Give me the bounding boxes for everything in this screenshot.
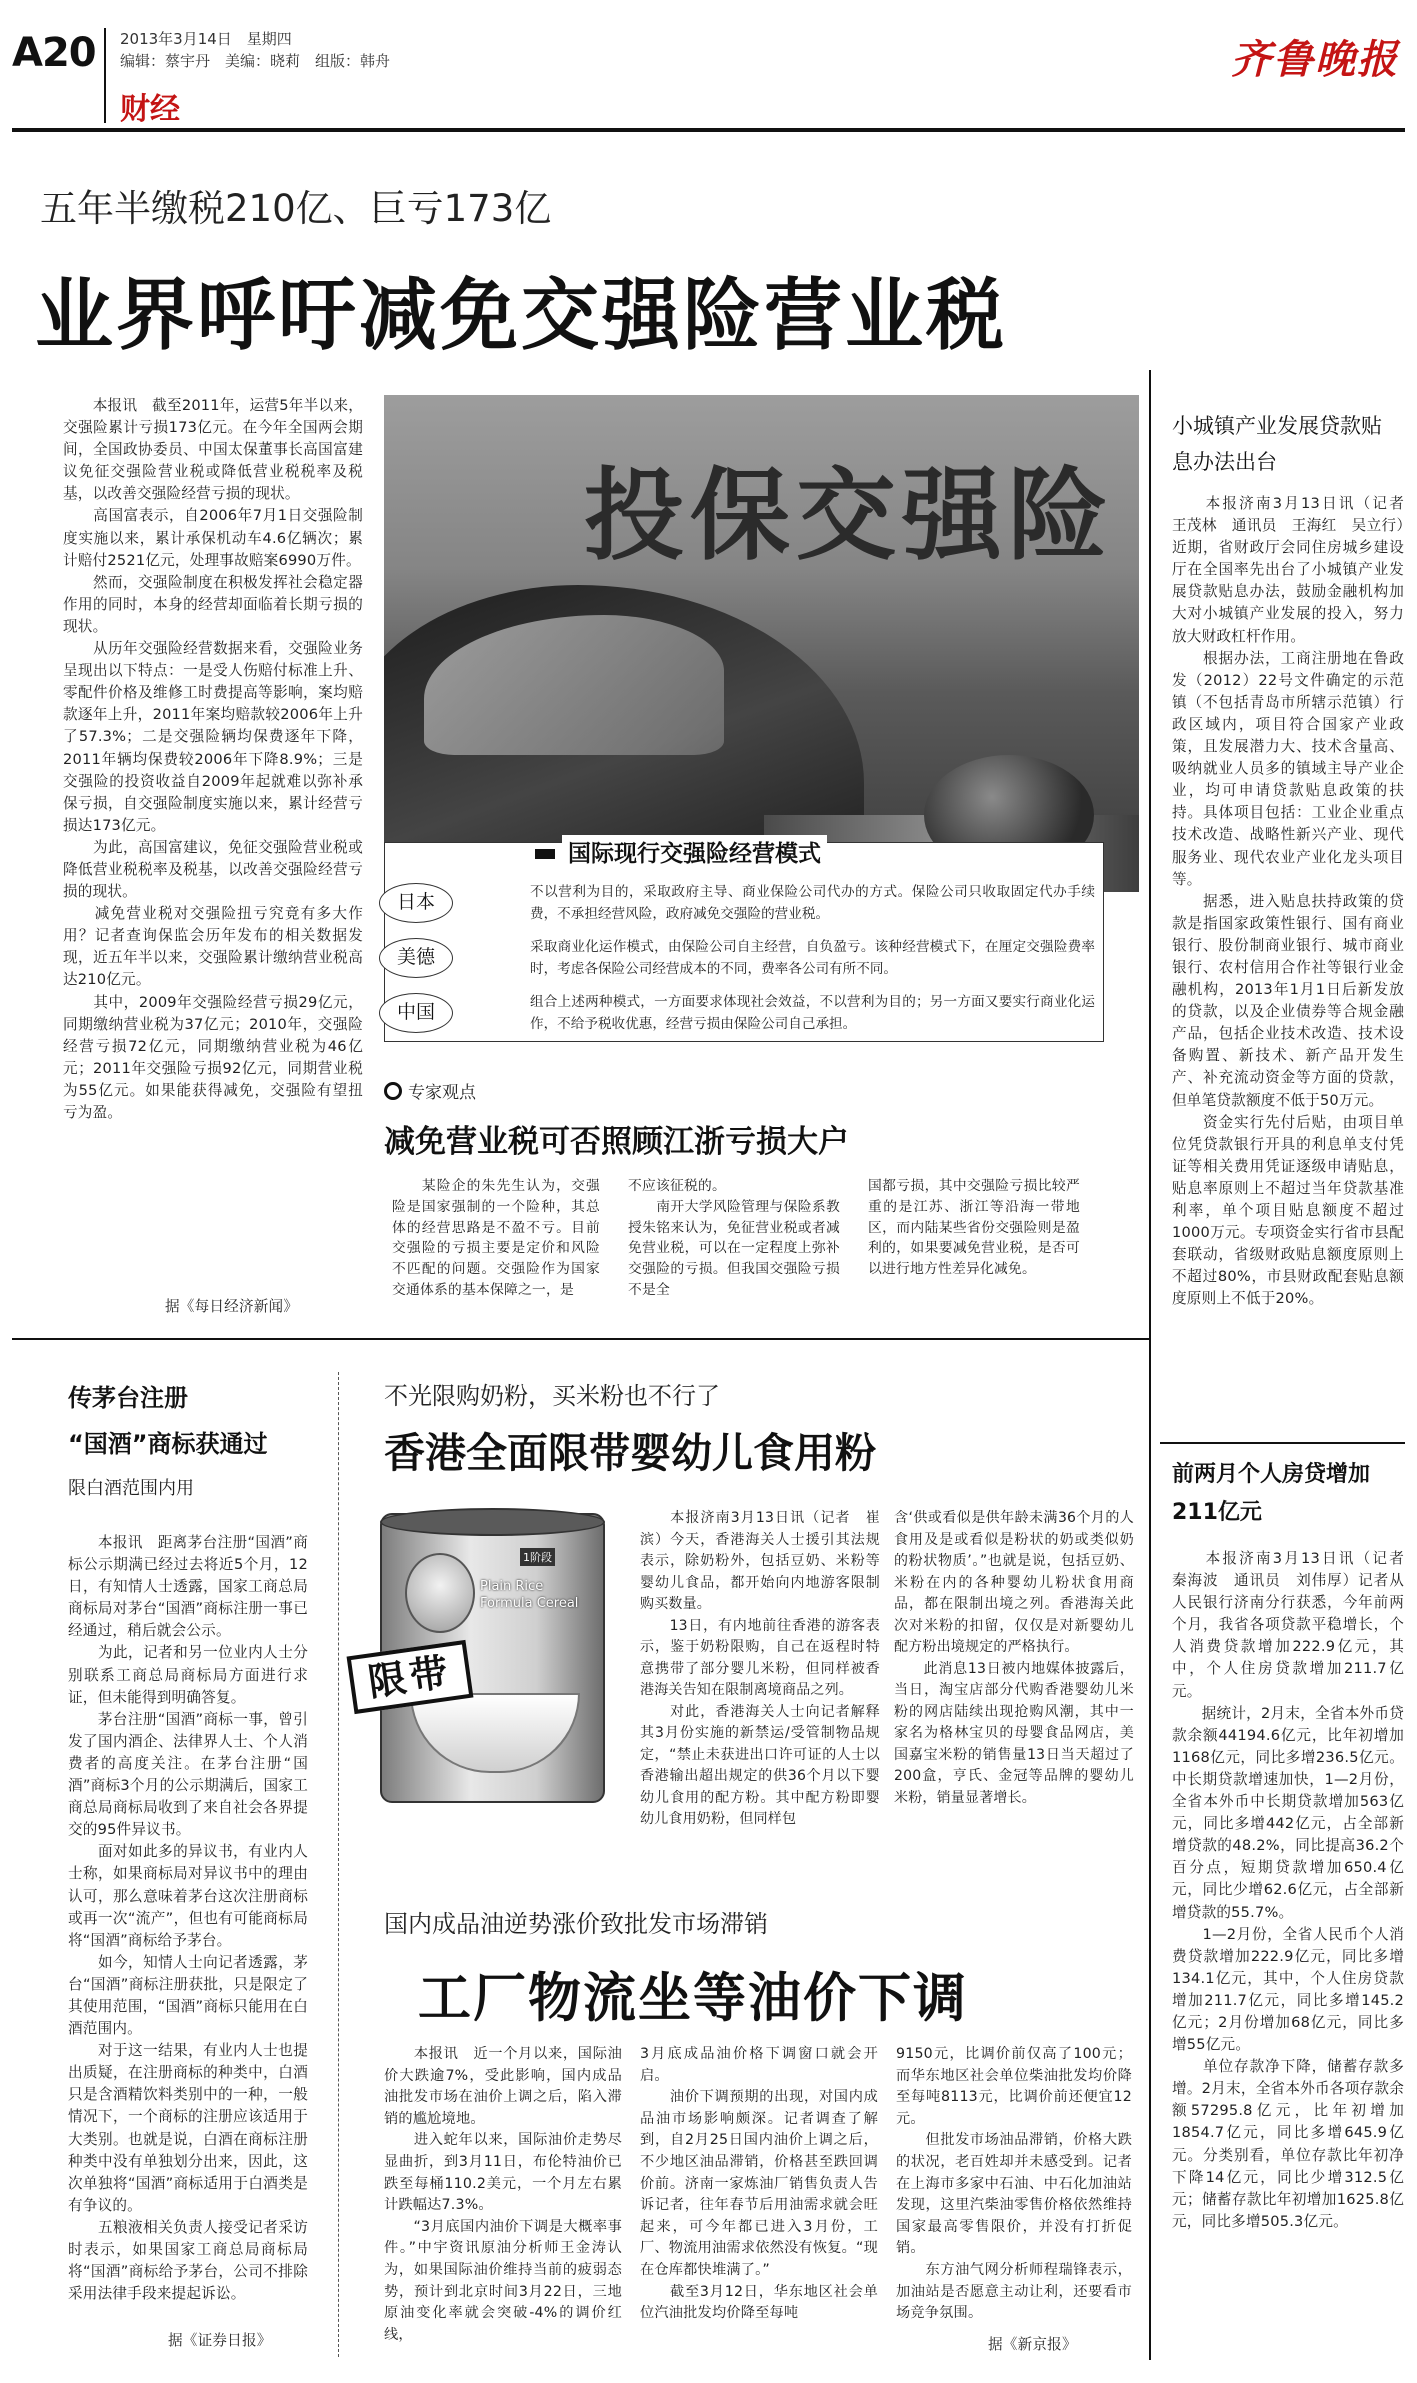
- page-number: A20: [12, 30, 96, 76]
- moutai-headline-2: “国酒”商标获通过: [68, 1430, 268, 1458]
- country-desc-us-germany: 采取商业化运作模式，由保险公司自主经营，自负盈亏。该种经营模式下，在厘定交强险费率时，考虑各保险公司经营成本的不同，费率各公司有所不同。: [530, 939, 1095, 977]
- dotted-divider: [338, 1372, 339, 2357]
- moutai-headline: 传茅台注册: [68, 1384, 188, 1412]
- lead-kicker: 五年半缴税210亿、巨亏173亿: [40, 187, 552, 230]
- country-label-japan: 日本: [379, 883, 453, 923]
- sidebar2-headline: 前两月个人房贷增加211亿元: [1172, 1462, 1371, 1525]
- rice-cereal-product-image: [360, 1498, 620, 1808]
- expert-marker-icon: [384, 1082, 402, 1100]
- oil-kicker: 国内成品油逆势涨价致批发市场滞销: [384, 1910, 768, 1938]
- expert-col-1: 某险企的朱先生认为，交强险是国家强制的一个险种，其总体的经营思路是不盈不亏。目前交强险的亏损主要是定价和风险不匹配的问题。交强险作为国家交通体系的基本保障之一，是: [392, 1178, 600, 1298]
- product-name-line-1: Plain Rice: [480, 1579, 544, 1594]
- lead-body: 本报讯 截至2011年，运营5年半以来，交强险累计亏损173亿元。在今年全国两会期间，全国政协委员、中国太保董事长高国富建议免征交强险营业税或降低营业税税率及税基，以改善交强险经营亏损的现状。 高国富表示，自2006年7月1日交强险制度实施以来，累计承保机动车4.6亿辆次；累计赔付2521亿元，处理事故赔案6990万件。 然而，交强险制度在积极发挥社会稳定器作用的同时，本身的经营却面临着长期亏损的现状。 从历年交强险经营数据来看，交强险业务呈现出以下特点：一是受人伤赔付标准上升、零配件价格及维修工时费提高等影响，案均赔款逐年上升，2011年案均赔款较2006年上升了57.3%；二是交强险辆均保费逐年下降，2011年辆均保费较2006年下降8.9%；三是交强险的投资收益自2009年起就难以弥补承保亏损，自交强险制度实施以来，累计经营亏损达173亿元。 为此，高国富建议，免征交强险营业税或降低营业税税率及税基，以改善交强险经营亏损的现状。 减免营业税对交强险扭亏究竟有多大作用？记者查询保监会历年发布的相关数据发现，近五年半以来，交强险累计缴纳营业税高达210亿元。 其中，2009年交强险经营亏损29亿元，同期缴纳营业税为37亿元；2010年，交强险经营亏损72亿元，同期缴纳营业税为46亿元；2011年交强险亏损92亿元，同期营业税为55亿元。如果能获得减免，交强险有望扭亏为盈。: [63, 397, 363, 1121]
- sidebar-divider: [1149, 370, 1151, 2360]
- oil-headline: 工厂物流坐等油价下调: [418, 1968, 968, 2029]
- insurance-banner-photo: [384, 395, 1139, 892]
- sidebar2-body: 本报济南3月13日讯（记者 秦海波 通讯员 刘伟厚）记者从人民银行济南分行获悉，今年前两个月，我省各项贷款平稳增长，个人消费贷款增加222.9亿元，其中，个人住房贷款增加211.7亿元。 据统计，2月末，全省本外币贷款余额44194.6亿元，比年初增加1168亿元，同比多增236.5亿元。中长期贷款增速加快，1—2月份，全省本外币中长期贷款增加563亿元，同比多增442亿元，占全部新增贷款的48.2%，同比提高36.2个百分点，短期贷款增加650.4亿元，同比少增62.6亿元，占全部新增贷款的55.7%。 1—2月份，全省人民币个人消费贷款增加222.9亿元，同比多增134.1亿元，其中，个人住房贷款增加211.7亿元，同比多增145.2亿元；2月份增加68亿元，同比多增55亿元。 单位存款净下降，储蓄存款多增。2月末，全省本外币各项存款余额57295.8亿元，比年初增加1854.7亿元，同比多增645.9亿元。分类别看，单位存款比年初净下降14亿元，同比少增312.5亿元；储蓄存款比年初增加1625.8亿元，同比多增505.3亿元。: [1172, 1550, 1404, 2230]
- country-desc-china: 组合上述两种模式，一方面要求体现社会效益，不以营利为目的；另一方面又要实行商业化运作，不给予税收优惠，经营亏损由保险公司自己承担。: [530, 994, 1095, 1032]
- cereal-can-lid-shape: [380, 1508, 605, 1536]
- product-name-en: [480, 1578, 578, 1612]
- oil-col-3: 9150元，比调价前仅高了100元；而华东地区社会单位柴油批发均价降至每吨8113元，比调价前还便宜12元。 但批发市场油品滞销，价格大跌的状况，老百姓却并未感受到。记者在上海市多家中石油、中石化加油站发现，这里汽柴油零售价格依然维持国家最高零售限价，并没有打折促销。 东方油气网分析师程瑞锋表示，加油站是否愿意主动让利，还要看市场竞争氛围。: [896, 2046, 1132, 2322]
- country-label-us-germany: 美德: [379, 938, 453, 978]
- expert-kicker: 专家观点: [408, 1083, 476, 1103]
- moutai-subhead: 限白酒范围内用: [68, 1478, 194, 1499]
- sidebar-rule: [1160, 1442, 1405, 1444]
- section-name: 财经: [120, 92, 180, 127]
- hk-kicker: 不光限购奶粉，买米粉也不行了: [384, 1382, 720, 1410]
- lead-headline: 业界呼吁减免交强险营业税: [35, 271, 1008, 361]
- oil-col-2: 3月底成品油价格下调窗口就会开启。 油价下调预期的出现，对国内成品油市场影响颇深。记者调查了解到，自2月25日国内油价上调之后，不少地区油品滞销，价格甚至跌回调价前。济南一家炼油厂销售负责人告诉记者，往年春节后用油需求就会旺起来，可今年都已进入3月份，工厂、物流用油需求依然没有恢复。“现在仓库都快堆满了。” 截至3月12日，华东地区社会单位汽油批发均价降至每吨: [640, 2046, 878, 2322]
- expert-headline: 减免营业税可否照顾江浙亏损大户: [384, 1124, 849, 1160]
- baby-logo-icon: [405, 1553, 475, 1633]
- product-name-line-2: Formula Cereal: [480, 1596, 579, 1611]
- country-desc-japan: 不以营利为目的，采取政府主导、商业保险公司代办的方式。保险公司只收取固定代办手续费，不承担经营风险，政府减免交强险的营业税。: [530, 884, 1095, 922]
- moutai-source: 据《证券日报》: [168, 2332, 272, 2349]
- lead-source: 据《每日经济新闻》: [165, 1298, 299, 1315]
- header-divider: [104, 28, 106, 123]
- issue-date: 2013年3月14日 星期四: [120, 30, 292, 48]
- restricted-stamp: 限带: [347, 1640, 474, 1714]
- country-label-china: 中国: [379, 993, 453, 1033]
- expert-col-2: 不应该征税的。 南开大学风险管理与保险系教授朱铭来认为，免征营业税或者减免营业税，可以在一定程度上弥补交强险的亏损。但我国交强险亏损不是全: [628, 1178, 840, 1298]
- newspaper-masthead: 齐鲁晚报: [1231, 36, 1399, 83]
- box-title: 国际现行交强险经营模式: [562, 835, 827, 868]
- hk-col-1: 本报济南3月13日讯（记者 崔滨）今天，香港海关人士援引其法规表示，除奶粉外，包括豆奶、米粉等婴幼儿食品，都开始向内地游客限制购买数量。 13日，有内地前往香港的游客表示，鉴于奶粉限购，自己在返程时特意携带了部分婴儿米粉，但同样被香港海关告知在限制离境商品之列。 对此，香港海关人士向记者解释其3月份实施的新禁运/受管制物品规定，“禁止未获进出口许可证的人士以香港输出超出规定的供36个月以下婴幼儿食用的配方粉。其中配方粉即婴幼儿食用奶粉，但同样包: [640, 1510, 880, 1827]
- hk-headline: 香港全面限带婴幼儿食用粉: [384, 1429, 876, 1477]
- photo-banner-text: 投保交强险: [584, 457, 1114, 574]
- expert-col-3: 国都亏损，其中交强险亏损比较严重的是江苏、浙江等沿海一带地区，而内陆某些省份交强险则是盈利的，如果要减免营业税，是否可以进行地方性差异化减免。: [868, 1178, 1080, 1278]
- hk-col-2: 含‘供或看似是供年龄未满36个月的人食用及是或看似是粉状的奶或类似奶的粉状物质’。”也就是说，包括豆奶、米粉在内的各种婴幼儿粉状食用商品，都在限制出境之列。香港海关此次对米粉的扣留，仅仅是对新婴幼儿配方粉出境规定的严格执行。 此消息13日被内地媒体披露后，当日，淘宝店部分代购香港婴幼儿米粉的网店陆续出现抢购风潮，其中一家名为格林宝贝的母婴食品网店，美国嘉宝米粉的销售量13日当天超过了200盒，亨氏、金冠等品牌的婴幼儿米粉，销量显著增长。: [894, 1510, 1134, 1806]
- mid-rule: [12, 1338, 1149, 1340]
- product-stage-label: 1阶段: [520, 1548, 555, 1566]
- header-rule: [12, 128, 1405, 132]
- oil-source: 据《新京报》: [988, 2336, 1077, 2353]
- oil-col-1: 本报讯 近一个月以来，国际油价大跌逾7%，受此影响，国内成品油批发市场在油价上调之后，陷入滞销的尴尬境地。 进入蛇年以来，国际油价走势尽显曲折，到3月11日，布伦特油价已跌至每桶110.2美元，一个月左右累计跌幅达7.3%。 “3月底国内油价下调是大概率事件。”中宇资讯原油分析师王金涛认为，如果国际油价维持当前的疲弱态势，预计到北京时间3月22日，三地原油变化率就会突破-4%的调价红线，: [384, 2046, 622, 2343]
- editor-credits: 编辑：蔡宇丹 美编：晓莉 组版：韩舟: [120, 52, 391, 70]
- sidebar1-body: 本报济南3月13日讯（记者 王茂林 通讯员 王海红 吴立行）近期，省财政厅会同住房城乡建设厅在全国率先出台了小城镇产业发展贷款贴息办法，鼓励金融机构加大对小城镇产业发展的投入，努力放大财政杠杆作用。 根据办法，工商注册地在鲁政发（2012）22号文件确定的示范镇（不包括青岛市所辖示范镇）行政区域内，项目符合国家产业政策，且发展潜力大、技术含量高、吸纳就业人员多的镇域主导产业企业，均可申请贷款贴息政策的扶持。具体项目包括：工业企业重点技术改造、战略性新兴产业、现代服务业、现代农业产业化龙头项目等。 据悉，进入贴息扶持政策的贷款是指国家政策性银行、国有商业银行、股份制商业银行、城市商业银行、农村信用合作社等银行业金融机构，2013年1月1日后新发放的贷款，以及企业债券等合规金融产品，包括企业技术改造、技术设备购置、新技术、新产品开发生产、补充流动资金等方面的贷款，但单笔贷款额度不低于50万元。 资金实行先付后贴，由项目单位凭贷款银行开具的利息单支付凭证等相关费用凭证逐级申请贴息，贴息率原则上不超过当年贷款基准利率，单个项目贴息额度不超过1000万元。专项资金实行省市县配套联动，省级财政贴息额度原则上不超过80%，市县财政配套贴息额度原则上不低于20%。: [1172, 495, 1404, 1308]
- sidebar1-headline: 小城镇产业发展贷款贴息办法出台: [1172, 414, 1382, 474]
- moutai-body: 本报讯 距离茅台注册“国酒”商标公示期满已经过去将近5个月，12日，有知情人士透露，国家工商总局商标局对茅台“国酒”商标注册一事已经通过，稍后就会公示。 为此，记者和另一位业内人士分别联系工商总局商标局方面进行求证，但未能得到明确答复。 茅台注册“国酒”商标一事，曾引发了国内酒企、法律界人士、个人消费者的高度关注。在茅台注册“国酒”商标3个月的公示期满后，国家工商总局商标局收到了来自社会各界提交的95件异议书。 面对如此多的异议书，有业内人士称，如果商标局对异议书中的理由认可，那么意味着茅台这次注册商标或再一次“流产”，但也有可能商标局将“国酒”商标给予茅台。 如今，知情人士向记者透露，茅台“国酒”商标注册获批，只是限定了其使用范围，“国酒”商标只能用在白酒范围内。 对于这一结果，有业内人士也提出质疑，在注册商标的种类中，白酒只是含酒精饮料类别中的一种，一般情况下，一个商标的注册应该适用于大类别。也就是说，白酒在商标注册种类中没有单独划分出来，因此，这次单独将“国酒”商标适用于白酒类是有争议的。 五粮液相关负责人接受记者采访时表示，如果国家工商总局商标局将“国酒”商标给予茅台，公司不排除采用法律手段来提起诉讼。: [68, 1534, 308, 2303]
- international-models-box: [384, 842, 1104, 1042]
- box-title-marker: [535, 849, 555, 859]
